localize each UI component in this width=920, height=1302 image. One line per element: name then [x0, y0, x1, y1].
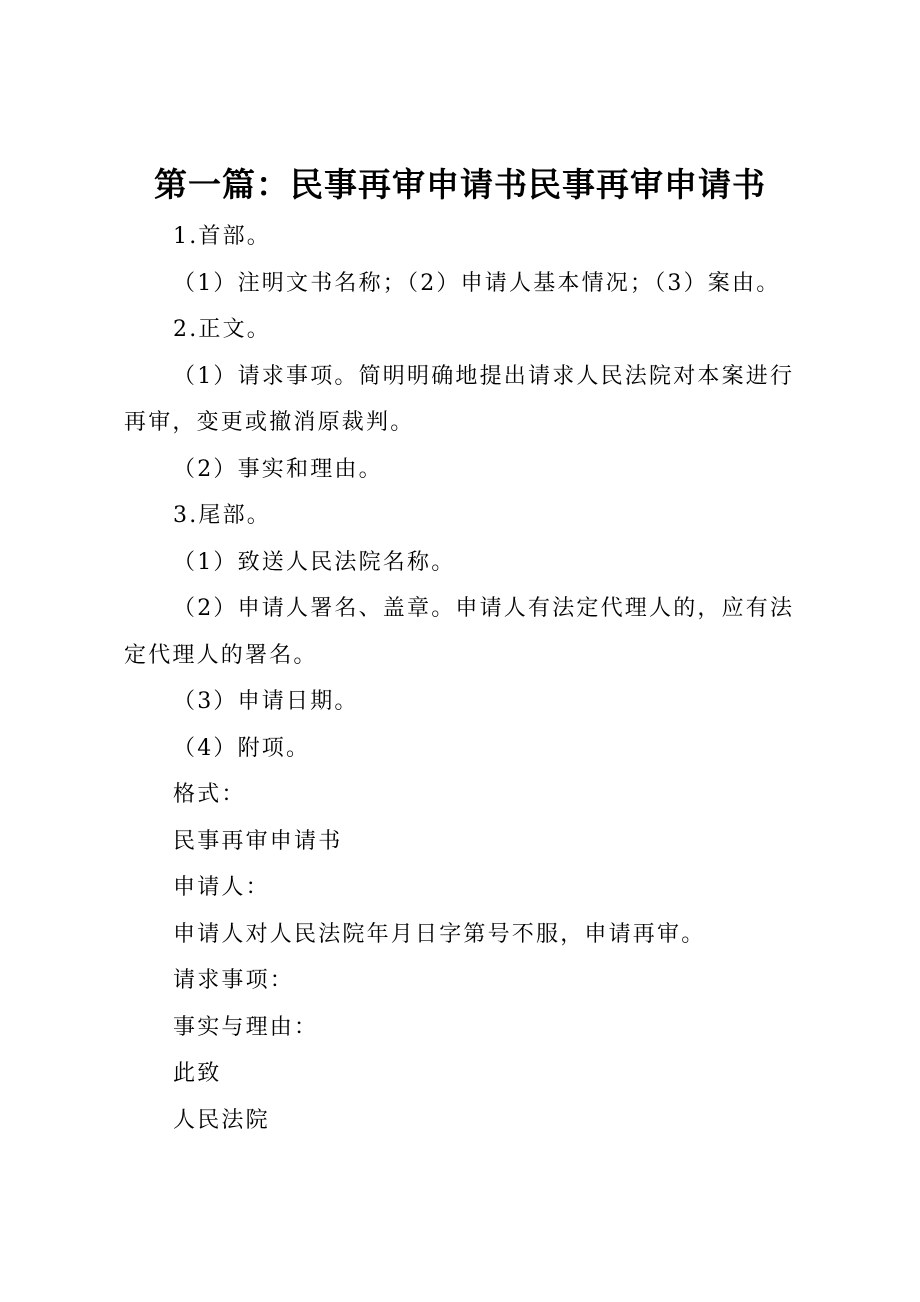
paragraph-salutation: 此致: [173, 1061, 222, 1086]
paragraph-facts-label: 事实与理由：: [173, 1014, 319, 1040]
paragraph-attachments: （4）附项。: [173, 735, 311, 761]
paragraph-template-title: 民事再审申请书: [173, 828, 343, 854]
paragraph-recipient-court: 人民法院: [173, 1107, 270, 1133]
paragraph-body-section: 2.正文。: [173, 317, 271, 342]
paragraph-header-section: 1.首部。: [173, 224, 271, 249]
paragraph-request-items: （1）请求事项。简明明确地提出请求人民法院对本案进行再审，变更或撤消原裁判。: [124, 363, 795, 435]
paragraph-court-name: （1）致送人民法院名称。: [173, 549, 456, 575]
paragraph-header-items: （1）注明文书名称；（2）申请人基本情况；（3）案由。: [173, 270, 781, 296]
paragraph-application-date: （3）申请日期。: [173, 689, 359, 714]
paragraph-facts-reasons: （2）事实和理由。: [173, 456, 383, 482]
paragraph-signature: （2）申请人署名、盖章。申请人有法定代理人的，应有法定代理人的署名。: [124, 596, 795, 668]
paragraph-tail-section: 3.尾部。: [173, 503, 271, 528]
paragraph-format-label: 格式：: [173, 782, 246, 807]
document-title: 第一篇：民事再审申请书民事再审申请书: [154, 165, 766, 204]
paragraph-request-label: 请求事项：: [173, 968, 295, 993]
document-body: [124, 214, 808, 1144]
paragraph-applicant-statement: 申请人对人民法院年月日字第号不服，申请再审。: [173, 921, 706, 947]
paragraph-applicant: 申请人：: [173, 875, 270, 900]
